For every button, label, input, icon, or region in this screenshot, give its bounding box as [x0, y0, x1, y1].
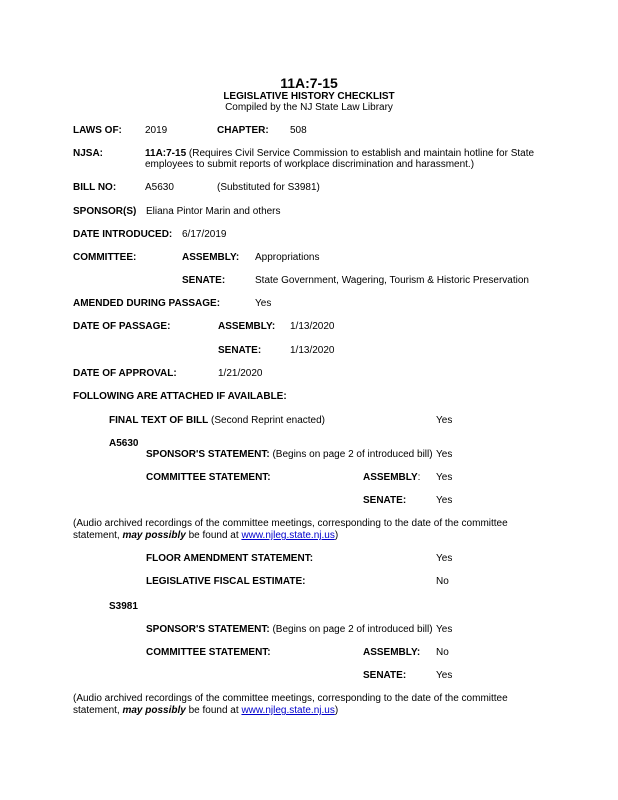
- laws-of-label: LAWS OF:: [73, 125, 122, 136]
- njsa-section: 11A:7-15: [145, 148, 187, 159]
- final-text-label: FINAL TEXT OF BILL: [109, 415, 209, 426]
- a5630-fiscal-value: No: [436, 576, 449, 587]
- a5630-sponsor-row: [146, 449, 433, 461]
- njleg-link-2[interactable]: www.njleg.state.nj.us: [241, 705, 335, 716]
- s3981-audio-pre: statement,: [73, 705, 123, 716]
- a5630-audio-pre: statement,: [73, 530, 123, 541]
- committee-label: COMMITTEE:: [73, 252, 137, 263]
- passage-senate-value: 1/13/2020: [290, 345, 335, 356]
- final-text-value: Yes: [436, 415, 453, 426]
- s3981-audio-line-1: (Audio archived recordings of the committee meetings, corresponding to the date of the committee: [73, 693, 508, 704]
- njleg-link[interactable]: www.njleg.state.nj.us: [241, 530, 335, 541]
- committee-senate-value: State Government, Wagering, Tourism & Historic Preservation: [255, 275, 529, 286]
- passage-assembly-label: ASSEMBLY:: [218, 321, 276, 332]
- s3981-sponsor-note: (Begins on page 2 of introduced bill): [269, 624, 433, 635]
- njsa-desc-1: (Requires Civil Service Commission to establish and maintain hotline for State: [186, 148, 535, 159]
- s3981-audio-line-2: [73, 705, 338, 717]
- a5630-senate-value: Yes: [436, 495, 453, 506]
- a5630-fiscal-label: LEGISLATIVE FISCAL ESTIMATE:: [146, 576, 306, 587]
- page-subtitle: LEGISLATIVE HISTORY CHECKLIST: [223, 91, 395, 102]
- a5630-audio-line-2: [73, 530, 338, 542]
- s3981-audio-post: ): [334, 705, 339, 716]
- date-introduced-label: DATE INTRODUCED:: [73, 229, 173, 240]
- s3981-committee-label: COMMITTEE STATEMENT:: [146, 647, 271, 658]
- s3981-audio-mid: be found at: [185, 705, 242, 716]
- bill-no-value: A5630: [145, 182, 174, 193]
- a5630-sponsor-label: SPONSOR'S STATEMENT:: [146, 449, 270, 460]
- s3981-senate-label: SENATE:: [363, 670, 407, 681]
- final-text-note: (Second Reprint enacted): [208, 415, 325, 426]
- bill-no-label: BILL NO:: [73, 182, 117, 193]
- njsa-label: NJSA:: [73, 148, 104, 159]
- committee-assembly-label: ASSEMBLY:: [182, 252, 240, 263]
- amended-label: AMENDED DURING PASSAGE:: [73, 298, 221, 309]
- a5630-assembly-label: ASSEMBLY: [363, 472, 418, 483]
- passage-label: DATE OF PASSAGE:: [73, 321, 171, 332]
- a5630-assembly-row: [363, 472, 420, 484]
- amended-value: Yes: [255, 298, 272, 309]
- a5630-audio-emphasis: may possibly: [122, 530, 186, 541]
- chapter-value: 508: [290, 125, 307, 136]
- sponsor-value: Eliana Pintor Marin and others: [146, 206, 281, 217]
- s3981-heading: S3981: [109, 601, 138, 612]
- passage-senate-label: SENATE:: [218, 345, 262, 356]
- s3981-sponsor-value: Yes: [436, 624, 453, 635]
- a5630-audio-post: ): [334, 530, 339, 541]
- a5630-audio-mid: be found at: [185, 530, 242, 541]
- s3981-sponsor-row: [146, 624, 433, 636]
- committee-assembly-value: Appropriations: [255, 252, 320, 263]
- passage-assembly-value: 1/13/2020: [290, 321, 335, 332]
- a5630-committee-label: COMMITTEE STATEMENT:: [146, 472, 271, 483]
- a5630-floor-value: Yes: [436, 553, 453, 564]
- bill-no-note: (Substituted for S3981): [217, 182, 320, 193]
- laws-of-value: 2019: [145, 125, 168, 136]
- njsa-line-2: employees to submit reports of workplace discrimination and harassment.): [145, 159, 475, 170]
- a5630-assembly-value: Yes: [436, 472, 453, 483]
- s3981-assembly-value: No: [436, 647, 449, 658]
- final-text-row: [109, 415, 325, 427]
- compiled-by: Compiled by the NJ State Law Library: [225, 102, 393, 113]
- s3981-audio-emphasis: may possibly: [122, 705, 186, 716]
- attached-heading: FOLLOWING ARE ATTACHED IF AVAILABLE:: [73, 391, 287, 402]
- s3981-sponsor-label: SPONSOR'S STATEMENT:: [146, 624, 270, 635]
- s3981-senate-value: Yes: [436, 670, 453, 681]
- committee-senate-label: SENATE:: [182, 275, 226, 286]
- sponsor-label: SPONSOR(S): [73, 206, 137, 217]
- a5630-audio-line-1: (Audio archived recordings of the committee meetings, corresponding to the date of the committee: [73, 518, 508, 529]
- a5630-senate-label: SENATE:: [363, 495, 407, 506]
- s3981-assembly-label: ASSEMBLY:: [363, 647, 421, 658]
- a5630-sponsor-value: Yes: [436, 449, 453, 460]
- chapter-label: CHAPTER:: [217, 125, 269, 136]
- a5630-assembly-colon: :: [417, 472, 421, 483]
- page-title: 11A:7-15: [280, 75, 338, 91]
- a5630-sponsor-note: (Begins on page 2 of introduced bill): [269, 449, 433, 460]
- approval-value: 1/21/2020: [218, 368, 263, 379]
- a5630-heading: A5630: [109, 438, 139, 449]
- approval-label: DATE OF APPROVAL:: [73, 368, 177, 379]
- date-introduced-value: 6/17/2019: [182, 229, 227, 240]
- a5630-floor-label: FLOOR AMENDMENT STATEMENT:: [146, 553, 314, 564]
